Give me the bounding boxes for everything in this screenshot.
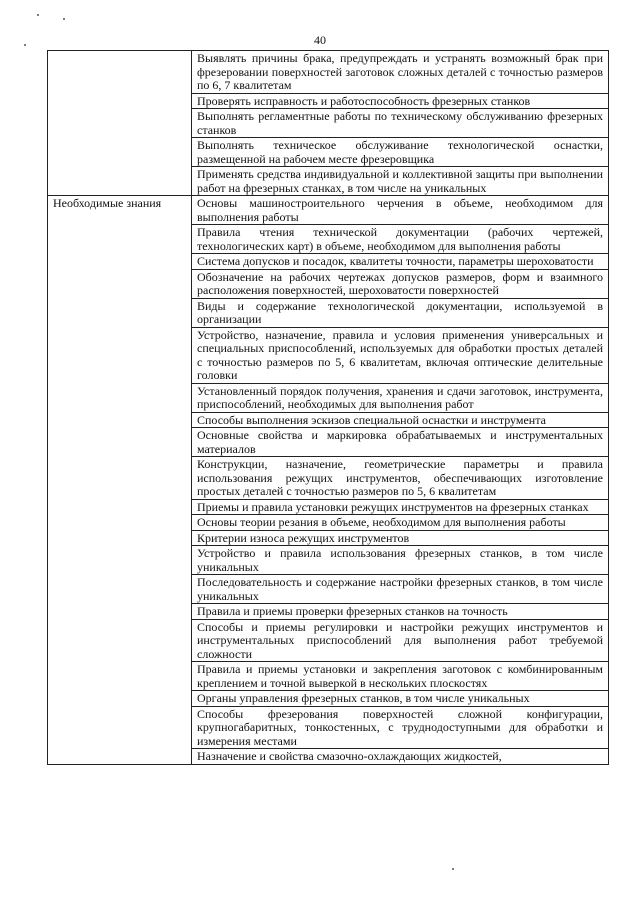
requirement-item: Устройство и правила использования фрезерных станков, в том числе уникальных (192, 546, 609, 575)
requirement-item: Приемы и правила установки режущих инструментов на фрезерных станках (192, 499, 609, 515)
requirement-item: Правила и приемы проверки фрезерных станков на точность (192, 604, 609, 620)
requirement-item: Выполнять регламентные работы по техническому обслуживанию фрезерных станков (192, 109, 609, 138)
requirement-item: Устройство, назначение, правила и условия применения универсальных и специальных приспособлений, используемых для обработки простых деталей с точностью размеров по 5, 6 квалитетам, включая оптические делительные головки (192, 327, 609, 383)
requirement-item: Установленный порядок получения, хранения и сдачи заготовок, инструмента, приспособлений, необходимых для выполнения работ (192, 383, 609, 412)
requirement-item: Критерии износа режущих инструментов (192, 530, 609, 546)
table-row (48, 51, 609, 94)
requirement-item: Система допусков и посадок, квалитеты точности, параметры шероховатости (192, 254, 609, 270)
requirement-item: Проверять исправность и работоспособность фрезерных станков (192, 93, 609, 109)
requirement-item: Правила и приемы установки и закрепления заготовок с комбинированным креплением и точной выверкой в нескольких плоскостях (192, 662, 609, 691)
table-row (48, 196, 609, 225)
scan-speck (37, 14, 39, 16)
requirement-item: Применять средства индивидуальной и коллективной защиты при выполнении работ на фрезерных станках, в том числе на уникальных (192, 167, 609, 196)
requirement-item: Правила чтения технической документации (рабочих чертежей, технологических карт) в объеме, необходимом для выполнения работы (192, 225, 609, 254)
requirement-item: Выполнять техническое обслуживание технологической оснастки, размещенной на рабочем месте фрезеровщика (192, 138, 609, 167)
requirement-item: Выявлять причины брака, предупреждать и устранять возможный брак при фрезеровании поверхностей заготовок сложных деталей с точностью размеров по 6, 7 квалитетам (192, 51, 609, 94)
requirement-item: Виды и содержание технологической документации, используемой в организации (192, 298, 609, 327)
requirement-item: Основы машиностроительного черчения в объеме, необходимом для выполнения работы (192, 196, 609, 225)
requirement-item: Способы фрезерования поверхностей сложной конфигурации, крупногабаритных, тонкостенных, с труднодоступными для обработки и измерения местами (192, 706, 609, 749)
requirement-item: Последовательность и содержание настройки фрезерных станков, в том числе уникальных (192, 575, 609, 604)
page-number: 40 (314, 33, 326, 47)
requirement-item: Основы теории резания в объеме, необходимом для выполнения работы (192, 515, 609, 531)
requirement-item: Способы выполнения эскизов специальной оснастки и инструмента (192, 412, 609, 428)
requirement-item: Конструкции, назначение, геометрические параметры и правила использования режущих инструментов, обеспечивающих изготовление простых деталей с точностью размеров по 5, 6 квалитетам (192, 457, 609, 500)
requirement-item: Органы управления фрезерных станков, в том числе уникальных (192, 691, 609, 707)
scan-speck (63, 18, 65, 20)
requirement-item: Способы и приемы регулировки и настройки режущих инструментов и инструментальных приспособлений для выполнения работ требуемой сложности (192, 619, 609, 662)
section-label: Необходимые знания (48, 196, 192, 765)
scan-speck (452, 868, 454, 870)
requirement-item: Обозначение на рабочих чертежах допусков размеров, форм и взаимного расположения поверхностей, шероховатости поверхностей (192, 269, 609, 298)
section-label (48, 51, 192, 196)
requirements-table (47, 50, 609, 765)
requirement-item: Назначение и свойства смазочно-охлаждающих жидкостей, (192, 749, 609, 765)
scan-speck (24, 44, 26, 46)
requirement-item: Основные свойства и маркировка обрабатываемых и инструментальных материалов (192, 428, 609, 457)
